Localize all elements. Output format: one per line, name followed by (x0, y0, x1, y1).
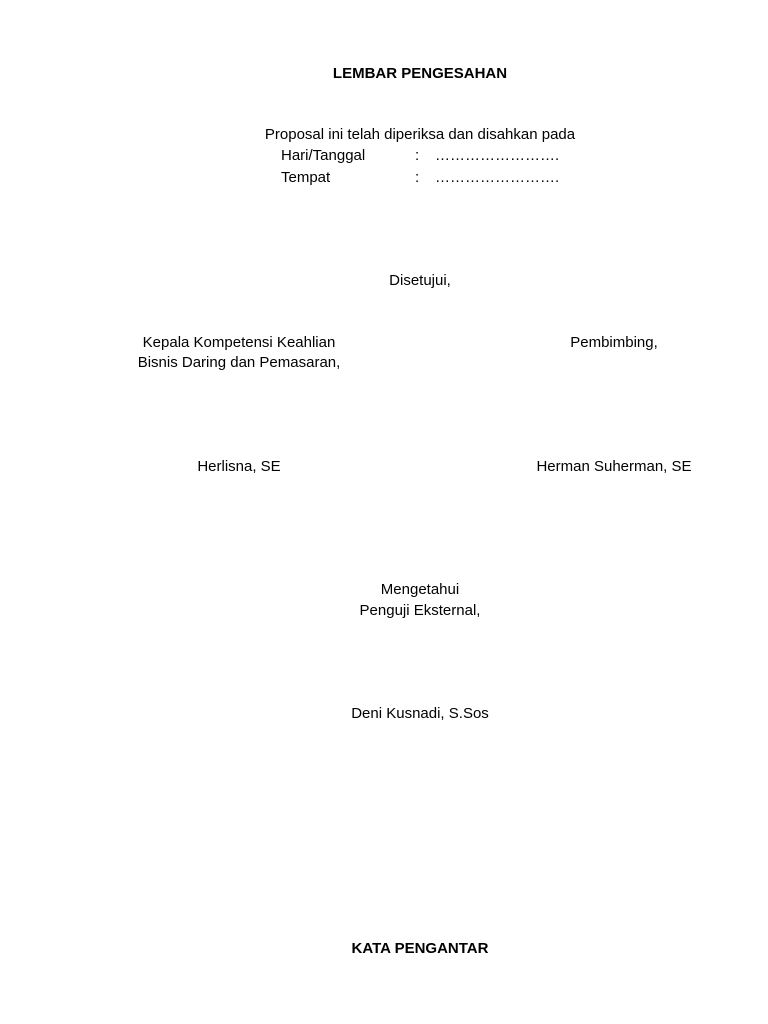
external-examiner-title: Penguji Eksternal, (359, 602, 481, 619)
approved-label: Disetujui, (389, 272, 451, 289)
next-section-title: KATA PENGANTAR (351, 940, 489, 957)
acknowledged-label: Mengetahui (380, 581, 460, 598)
head-of-competency-title-line1: Kepala Kompetensi Keahlian (142, 334, 336, 351)
field-colon: : (415, 147, 420, 164)
intro-text: Proposal ini telah diperiksa dan disahkan pada (264, 126, 576, 143)
external-examiner-name: Deni Kusnadi, S.Sos (351, 705, 489, 722)
head-of-competency-title-line2: Bisnis Daring dan Pemasaran, (137, 354, 341, 371)
field-value: ……………………. (435, 169, 560, 186)
supervisor-name: Herman Suherman, SE (536, 458, 692, 475)
supervisor-title: Pembimbing, (570, 334, 658, 351)
page-title: LEMBAR PENGESAHAN (332, 65, 508, 82)
head-of-competency-name: Herlisna, SE (197, 458, 281, 475)
field-colon: : (415, 169, 420, 186)
field-value: ……………………. (435, 147, 560, 164)
field-label: Tempat (281, 169, 331, 186)
field-label: Hari/Tanggal (281, 147, 366, 164)
